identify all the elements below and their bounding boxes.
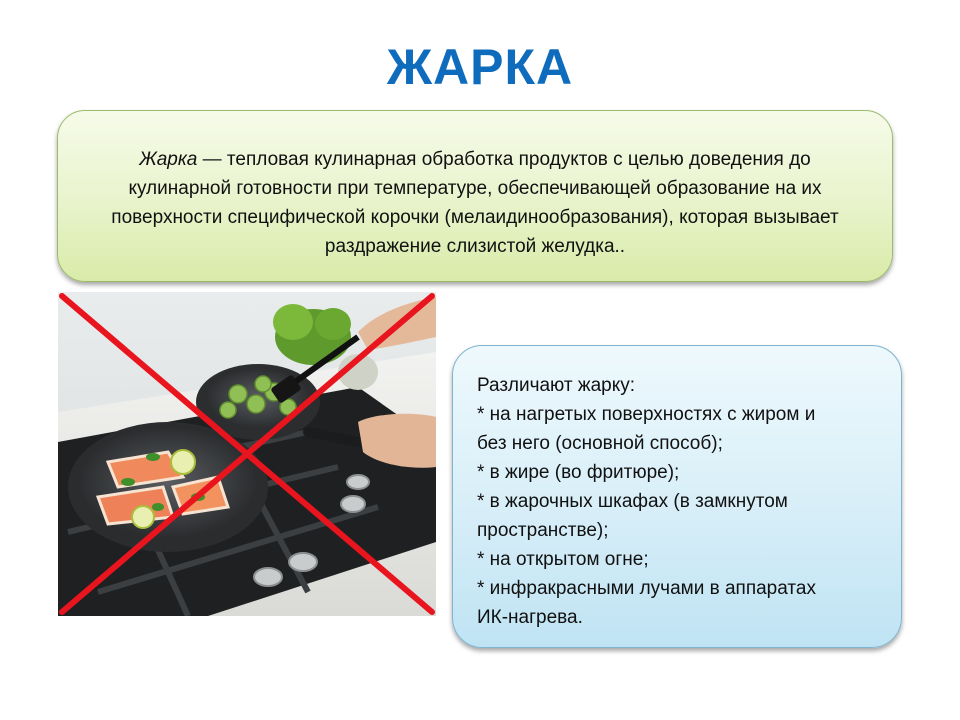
types-intro: Различают жарку: <box>477 375 636 396</box>
definition-term: Жарка <box>139 149 198 170</box>
types-line: * на открытом огне; <box>477 549 649 570</box>
types-line: ИК-нагрева. <box>477 607 583 628</box>
types-line: пространстве); <box>477 520 609 541</box>
frying-pans-image <box>58 292 436 616</box>
types-line: без него (основной способ); <box>477 433 723 454</box>
frying-types-box <box>452 345 902 648</box>
definition-text: — тепловая кулинарная обработка продуктов с целью доведения до кулинарной готовности при температуре, обеспечивающей образование на их поверхности специфической корочки (мелаидинообразования), которая вызывает раздражение слизистой желудка.. <box>111 149 839 257</box>
types-line: * в жарочных шкафах (в замкнутом <box>477 491 788 512</box>
types-line: * на нагретых поверхностях с жиром и <box>477 404 816 425</box>
slide-title: ЖАРКА <box>386 39 574 95</box>
definition-box <box>57 110 893 282</box>
frying-photo <box>58 292 436 616</box>
types-line: * в жире (во фритюре); <box>477 462 680 483</box>
types-line: * инфракрасными лучами в аппаратах <box>477 578 816 599</box>
